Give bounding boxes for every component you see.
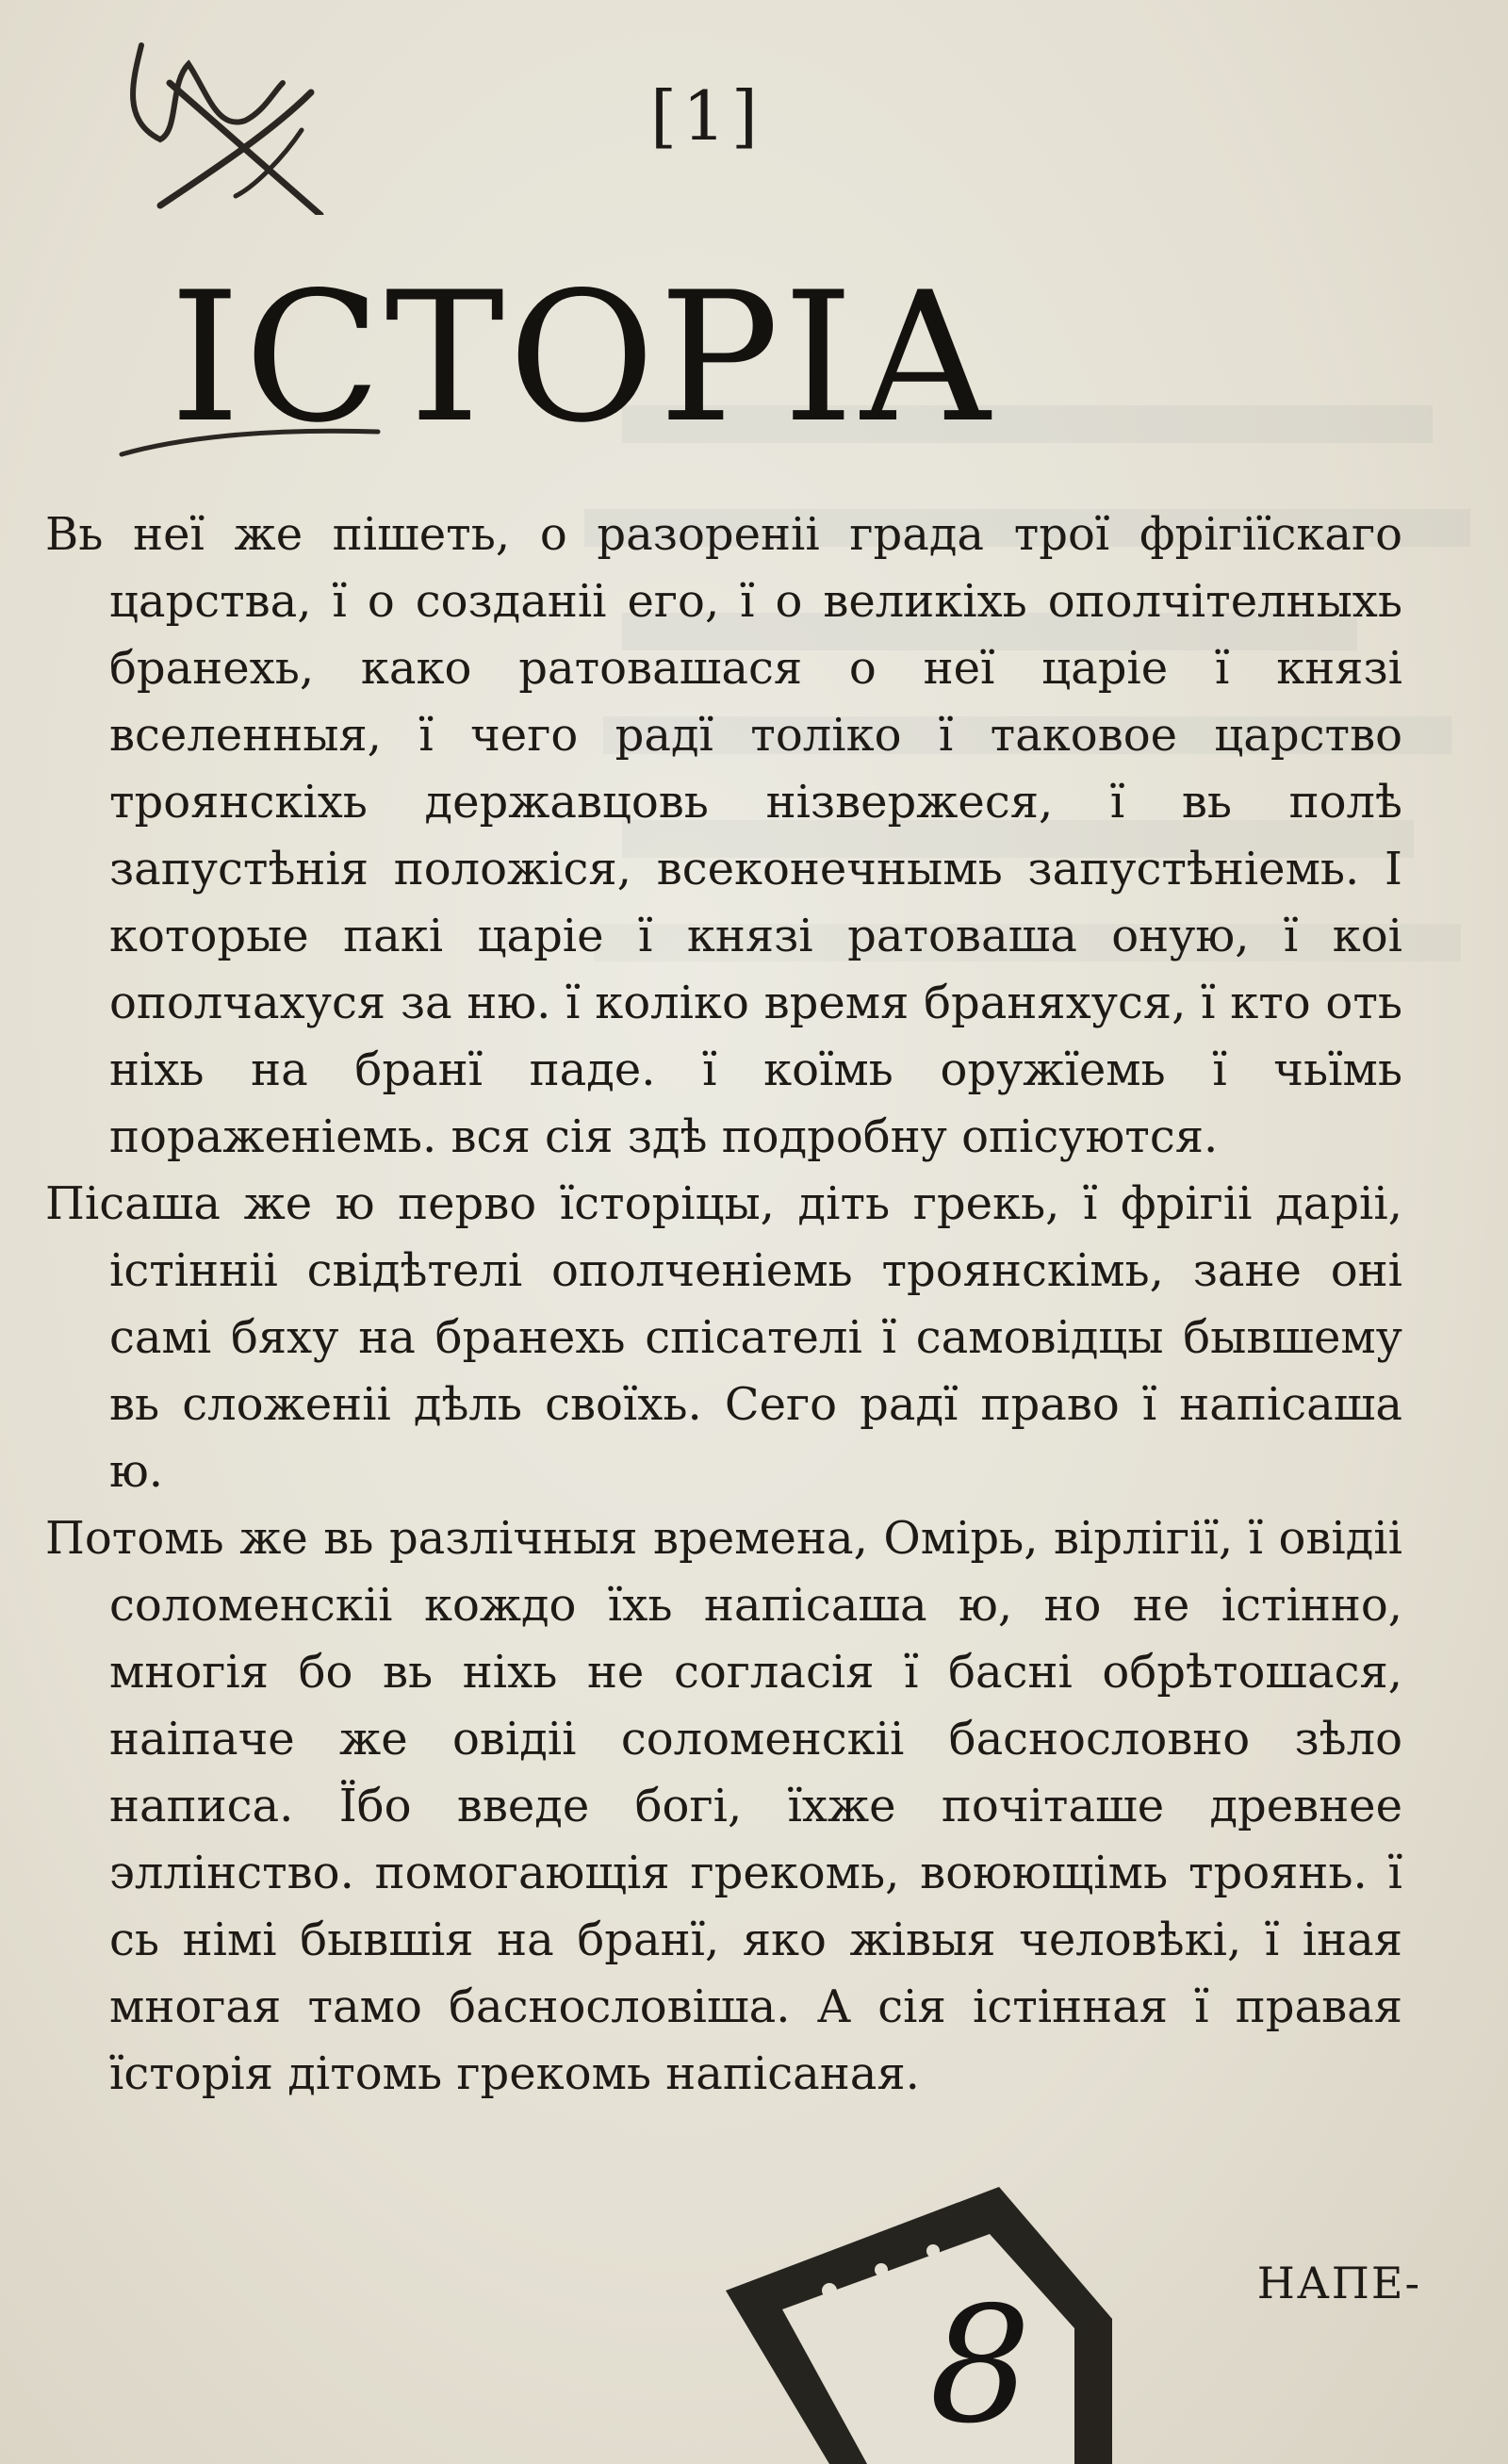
title-underline-stroke [118, 422, 382, 460]
handwritten-annotation [104, 26, 349, 215]
page-number: [1] [650, 76, 763, 156]
paragraph-3: Потомь же вь разлічныя времена, Омірь, вірлігії, ї овідіі соломенскіі кождо їхь напісаша ю, но не істінно, многія бо вь ніхь не согласія ї басні обрѣтошася, наіпаче же овідіі соломенскіі баснословно зѣло написа. Їбо введе богі, їхже почіташе древнее эллінство. помогающія грекомь, воюющімь троянь. ї сь німі бывшія на бранї, яко жівыя человѣкі, ї іная многая тамо баснословіша. А сія істінная ї правая їсторія дітомь грекомь напісаная. [45, 1512, 1402, 2100]
body-text [45, 501, 1402, 2108]
catchword: НАПЕ- [1256, 2258, 1421, 2308]
paragraph-1: Вь неї же пішеть, о разореніі града трої фрігіїскаго царства, ї о созданіі его, ї о великіхь ополчітелныхь бранехь, како ратовашася о неї царіе ї князі вселенныя, ї чего радї толіко ї таковое царство троянскіхь державцовь нізвержеся, ї вь полѣ запустѣнія положіся, всеконечнымь запустѣніемь. І которые пакі царіе ї князі ратоваша оную, ї коі ополчахуся за ню. ї коліко время браняхуся, ї кто оть ніхь на бранї паде. ї коїмь оружїемь ї чьїмь пораженіемь. вся сія здѣ подробну опісуются. [45, 508, 1402, 1163]
stamp-numeral: 8 [928, 2273, 1032, 2459]
page-title: ІСТОРІА [170, 254, 997, 462]
paragraph-2: Пісаша же ю перво їсторіцы, діть грекь, ї фрігіі даріі, істінніі свідѣтелі ополченіемь троянскімь, зане оні самі бяху на бранехь спісателі ї самовідцы бывшему вь сложеніі дѣль своїхь. Сего радї право ї напісаша ю. [45, 1177, 1402, 1498]
